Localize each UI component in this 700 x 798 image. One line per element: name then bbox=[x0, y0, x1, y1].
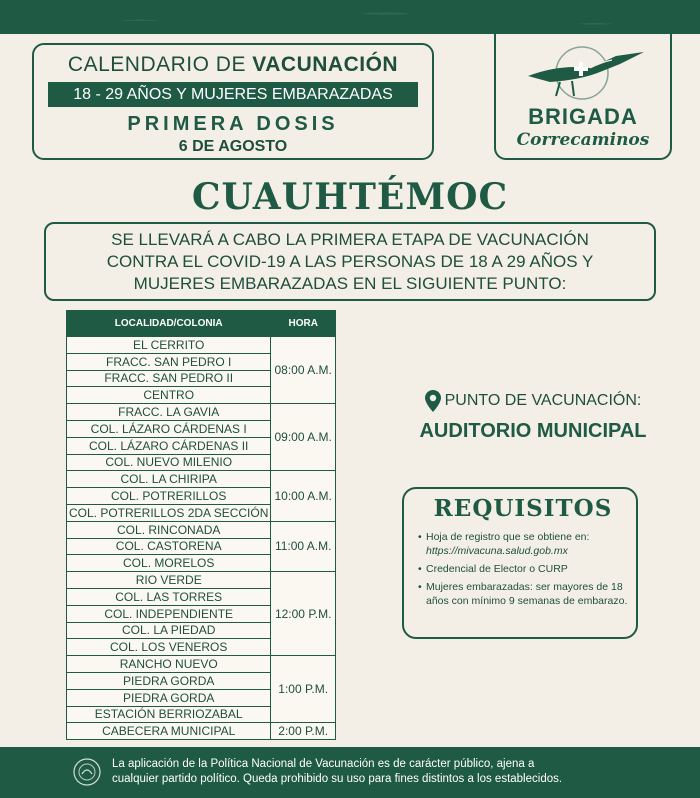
locality-cell: COL. POTRERILLOS 2DA SECCIÓN bbox=[67, 504, 271, 521]
requirements-box bbox=[402, 487, 638, 639]
footer-line: La aplicación de la Política Nacional de Vacunación es de carácter público, ajena a bbox=[112, 758, 535, 770]
hour-cell: 09:00 A.M. bbox=[271, 404, 336, 471]
decorative-top-band bbox=[0, 0, 700, 34]
intro-line: CONTRA EL COVID-19 A LAS PERSONAS DE 18 A 29 AÑOS Y bbox=[106, 252, 594, 271]
table-header-row bbox=[67, 311, 336, 337]
vaccination-point-label-row bbox=[388, 390, 678, 412]
hour-cell: 08:00 A.M. bbox=[271, 337, 336, 404]
footer-text bbox=[112, 757, 672, 787]
locality-cell: CENTRO bbox=[67, 387, 271, 404]
brigada-title: BRIGADA bbox=[528, 104, 638, 129]
requirement-item: • Credencial de Elector o CURP bbox=[418, 562, 628, 576]
target-group-banner: 18 - 29 AÑOS Y MUJERES EMBARAZADAS bbox=[48, 82, 418, 107]
column-header-hour: HORA bbox=[271, 311, 336, 337]
column-header-locality: LOCALIDAD/COLONIA bbox=[67, 311, 271, 337]
dose-label: PRIMERA DOSIS bbox=[127, 113, 339, 135]
vaccination-point-label: PUNTO DE VACUNACIÓN: bbox=[444, 392, 642, 409]
locality-cell: PIEDRA GORDA bbox=[67, 689, 271, 706]
requirement-item: • Mujeres embarazadas: ser mayores de 18 años con mínimo 9 semanas de embarazo. bbox=[418, 580, 628, 608]
locality-cell: RIO VERDE bbox=[67, 572, 271, 589]
requirements-list bbox=[418, 530, 628, 608]
brigada-subtitle: Correcaminos bbox=[516, 130, 650, 150]
locality-cell: EL CERRITO bbox=[67, 337, 271, 354]
national-seal-icon bbox=[72, 757, 102, 787]
calendar-title-box bbox=[32, 43, 434, 160]
locality-cell: COL. LÁZARO CÁRDENAS II bbox=[67, 437, 271, 454]
hour-cell: 1:00 P.M. bbox=[271, 656, 336, 723]
locality-cell: FRACC. SAN PEDRO II bbox=[67, 370, 271, 387]
locality-cell: COL. LAS TORRES bbox=[67, 588, 271, 605]
hour-cell: 12:00 P.M. bbox=[271, 572, 336, 656]
footer-line: cualquier partido político. Queda prohibido su uso para fines distintos a los establecidos. bbox=[112, 773, 563, 785]
locality-cell: RANCHO NUEVO bbox=[67, 656, 271, 673]
calendar-title: CALENDARIO DE VACUNACIÓN bbox=[67, 53, 399, 76]
schedule-table bbox=[66, 310, 336, 740]
locality-cell: COL. LA CHIRIPA bbox=[67, 471, 271, 488]
locality-cell: ESTACIÓN BERRIOZABAL bbox=[67, 706, 271, 723]
table-row bbox=[67, 471, 336, 488]
municipality-title: CUAUHTÉMOC bbox=[191, 176, 509, 218]
brigada-logo-box bbox=[494, 34, 672, 160]
date-label: 6 DE AGOSTO bbox=[178, 138, 288, 155]
schedule-table-body bbox=[67, 337, 336, 740]
locality-cell: COL. NUEVO MILENIO bbox=[67, 454, 271, 471]
locality-cell: COL. CASTORENA bbox=[67, 538, 271, 555]
locality-cell: COL. INDEPENDIENTE bbox=[67, 605, 271, 622]
locality-cell: COL. RINCONADA bbox=[67, 521, 271, 538]
table-row bbox=[67, 337, 336, 354]
locality-cell: COL. LA PIEDAD bbox=[67, 622, 271, 639]
table-row bbox=[67, 656, 336, 673]
registration-link[interactable]: https://mivacuna.salud.gob.mx bbox=[426, 545, 568, 557]
requirement-item: • Hoja de registro que se obtiene en: https://mivacuna.salud.gob.mx bbox=[418, 530, 628, 558]
vaccination-point-place: AUDITORIO MUNICIPAL bbox=[419, 420, 647, 442]
table-row bbox=[67, 404, 336, 421]
intro-line: SE LLEVARÁ A CABO LA PRIMERA ETAPA DE VACUNACIÓN bbox=[111, 230, 589, 249]
locality-cell: COL. POTRERILLOS bbox=[67, 488, 271, 505]
locality-cell: COL. LOS VENEROS bbox=[67, 639, 271, 656]
intro-line: MUJERES EMBARAZADAS EN EL SIGUIENTE PUNTO: bbox=[133, 274, 567, 293]
vaccination-point bbox=[388, 390, 678, 443]
hour-cell: 10:00 A.M. bbox=[271, 471, 336, 521]
table-row bbox=[67, 572, 336, 589]
hour-cell: 2:00 P.M. bbox=[271, 723, 336, 740]
locality-cell: COL. LÁZARO CÁRDENAS I bbox=[67, 420, 271, 437]
footer-disclaimer bbox=[0, 747, 700, 798]
locality-cell: FRACC. LA GAVIA bbox=[67, 404, 271, 421]
hour-cell: 11:00 A.M. bbox=[271, 521, 336, 571]
locality-cell: COL. MORELOS bbox=[67, 555, 271, 572]
locality-cell: FRACC. SAN PEDRO I bbox=[67, 353, 271, 370]
table-row bbox=[67, 723, 336, 740]
map-pin-icon bbox=[425, 390, 441, 412]
intro-box bbox=[44, 222, 656, 301]
requirements-title: REQUISITOS bbox=[433, 495, 613, 522]
locality-cell: CABECERA MUNICIPAL bbox=[67, 723, 271, 740]
table-row bbox=[67, 521, 336, 538]
locality-cell: PIEDRA GORDA bbox=[67, 672, 271, 689]
roadrunner-logo-icon bbox=[520, 42, 650, 104]
